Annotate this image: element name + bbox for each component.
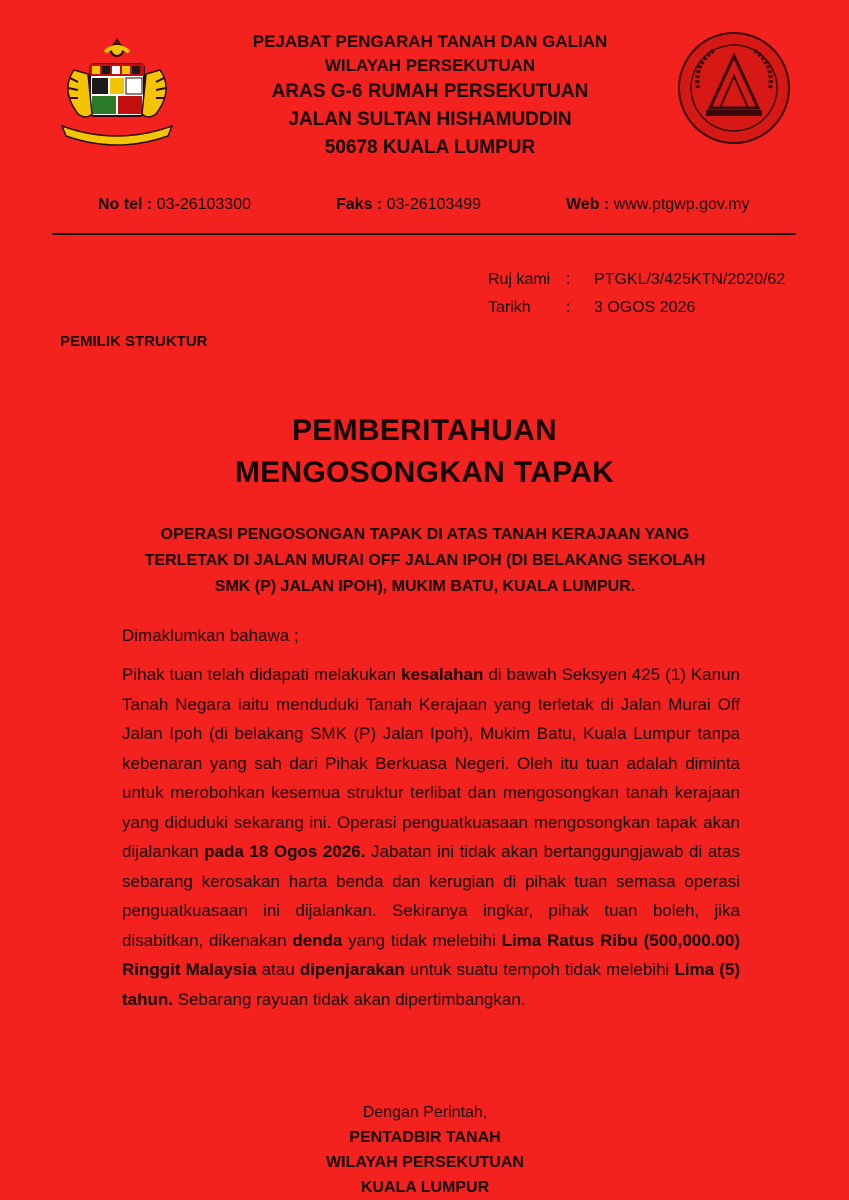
subject-line3: SMK (P) JALAN IPOH), MUKIM BATU, KUALA LUMPUR. [214,578,636,595]
header-divider [52,233,796,235]
body-text: untuk suatu tempoh tidak melebihi [404,960,675,979]
fax-value: 03-26103499 [386,196,482,213]
web-info [566,196,749,214]
body-text: Sebarang rayuan tidak akan dipertimbangkan. [173,989,526,1009]
address-line1: ARAS G-6 RUMAH PERSEKUTUAN [271,81,589,102]
notice-subject [110,522,740,600]
ref-separator: : [566,271,571,288]
body-bold-date: pada 18 Ogos 2026. [204,842,366,861]
address-line2: JALAN SULTAN HISHAMUDDIN [288,109,572,130]
date-value: 3 OGOS 2026 [594,299,696,316]
body-bold-amount: Lima Ratus Ribu (500,000.00) Ringgit Malaysia [122,930,740,979]
phone-value: 03-26103300 [156,196,251,213]
fax-label: Faks : [336,196,383,213]
ref-value: PTGKL/3/425KTN/2020/62 [594,271,786,288]
recipient: PEMILIK STRUKTUR [60,333,208,350]
subject-line1: OPERASI PENGOSONGAN TAPAK DI ATAS TANAH KERAJAAN YANG [160,526,690,543]
body-bold-term: Lima (5) tahun. [122,960,740,1009]
fax-info [336,196,481,214]
web-link[interactable]: www.ptgwp.gov.my [613,196,750,213]
body-text: atau [256,960,300,979]
signature-line3: WILAYAH PERSEKUTUAN [326,1154,524,1171]
body-text: Pihak tuan telah didapati melakukan [122,665,402,684]
signature-line4: KUALA LUMPUR [360,1179,490,1196]
reference-block [488,266,785,322]
signature-line1: Dengan Perintah, [362,1104,488,1121]
office-address [210,30,650,162]
date-label: Tarikh [488,299,531,316]
body-text: yang tidak melebihi [342,930,502,950]
title-line2: MENGOSONGKAN TAPAK [234,456,615,489]
date-separator: : [566,299,571,316]
address-line3: 50678 KUALA LUMPUR [324,137,536,158]
office-name-line2: WILAYAH PERSEKUTUAN [324,56,536,75]
signature-block [280,1100,570,1200]
title-line1: PEMBERITAHUAN [291,414,557,447]
phone-label: No tel : [98,196,153,213]
phone-info [98,196,251,214]
greeting: Dimaklumkan bahawa ; [122,626,299,645]
web-label: Web : [566,196,610,213]
subject-line2: TERLETAK DI JALAN MURAI OFF JALAN IPOH (DI BELAKANG SEKOLAH [144,552,706,569]
body-bold-fine: denda [292,930,343,950]
land-office-seal-icon [676,30,792,146]
office-name-line1: PEJABAT PENGARAH TANAH DAN GALIAN [252,32,608,51]
ref-label: Ruj kami [488,271,551,288]
body-bold-jail: dipenjarakan [299,960,405,979]
body-text: di bawah Seksyen 425 (1) Kanun Tanah Negara iaitu menduduki Tanah Kerajaan yang terletak di Jalan Murai Off Jalan Ipoh (di belakang SMK (P) Jalan Ipoh), Mukim Batu, Kuala Lumpur tanpa kebenaran yang sah dari Pihak Berkuasa Negeri. Oleh itu tuan adalah diminta untuk merobohkan kesemua struktur terlibat dan mengosongkan tanah kerajaan yang diduduki sekarang ini. Operasi penguatkuasaan mengosongkan tapak akan dijalankan [122,665,741,861]
signature-line2: PENTADBIR TANAH [349,1129,501,1146]
notice-title [0,410,849,494]
notice-body [122,660,740,1014]
malaysia-coat-of-arms-icon [48,34,186,152]
body-text: Jabatan ini tidak akan bertanggungjawab di atas sebarang kerosakan harta benda dan kerugian di pihak tuan semasa operasi penguatkuasaan ini dijalankan. Sekiranya ingkar, pihak tuan boleh, jika disabitkan, dikenakan [122,842,740,950]
body-bold-offence: kesalahan [401,665,484,684]
